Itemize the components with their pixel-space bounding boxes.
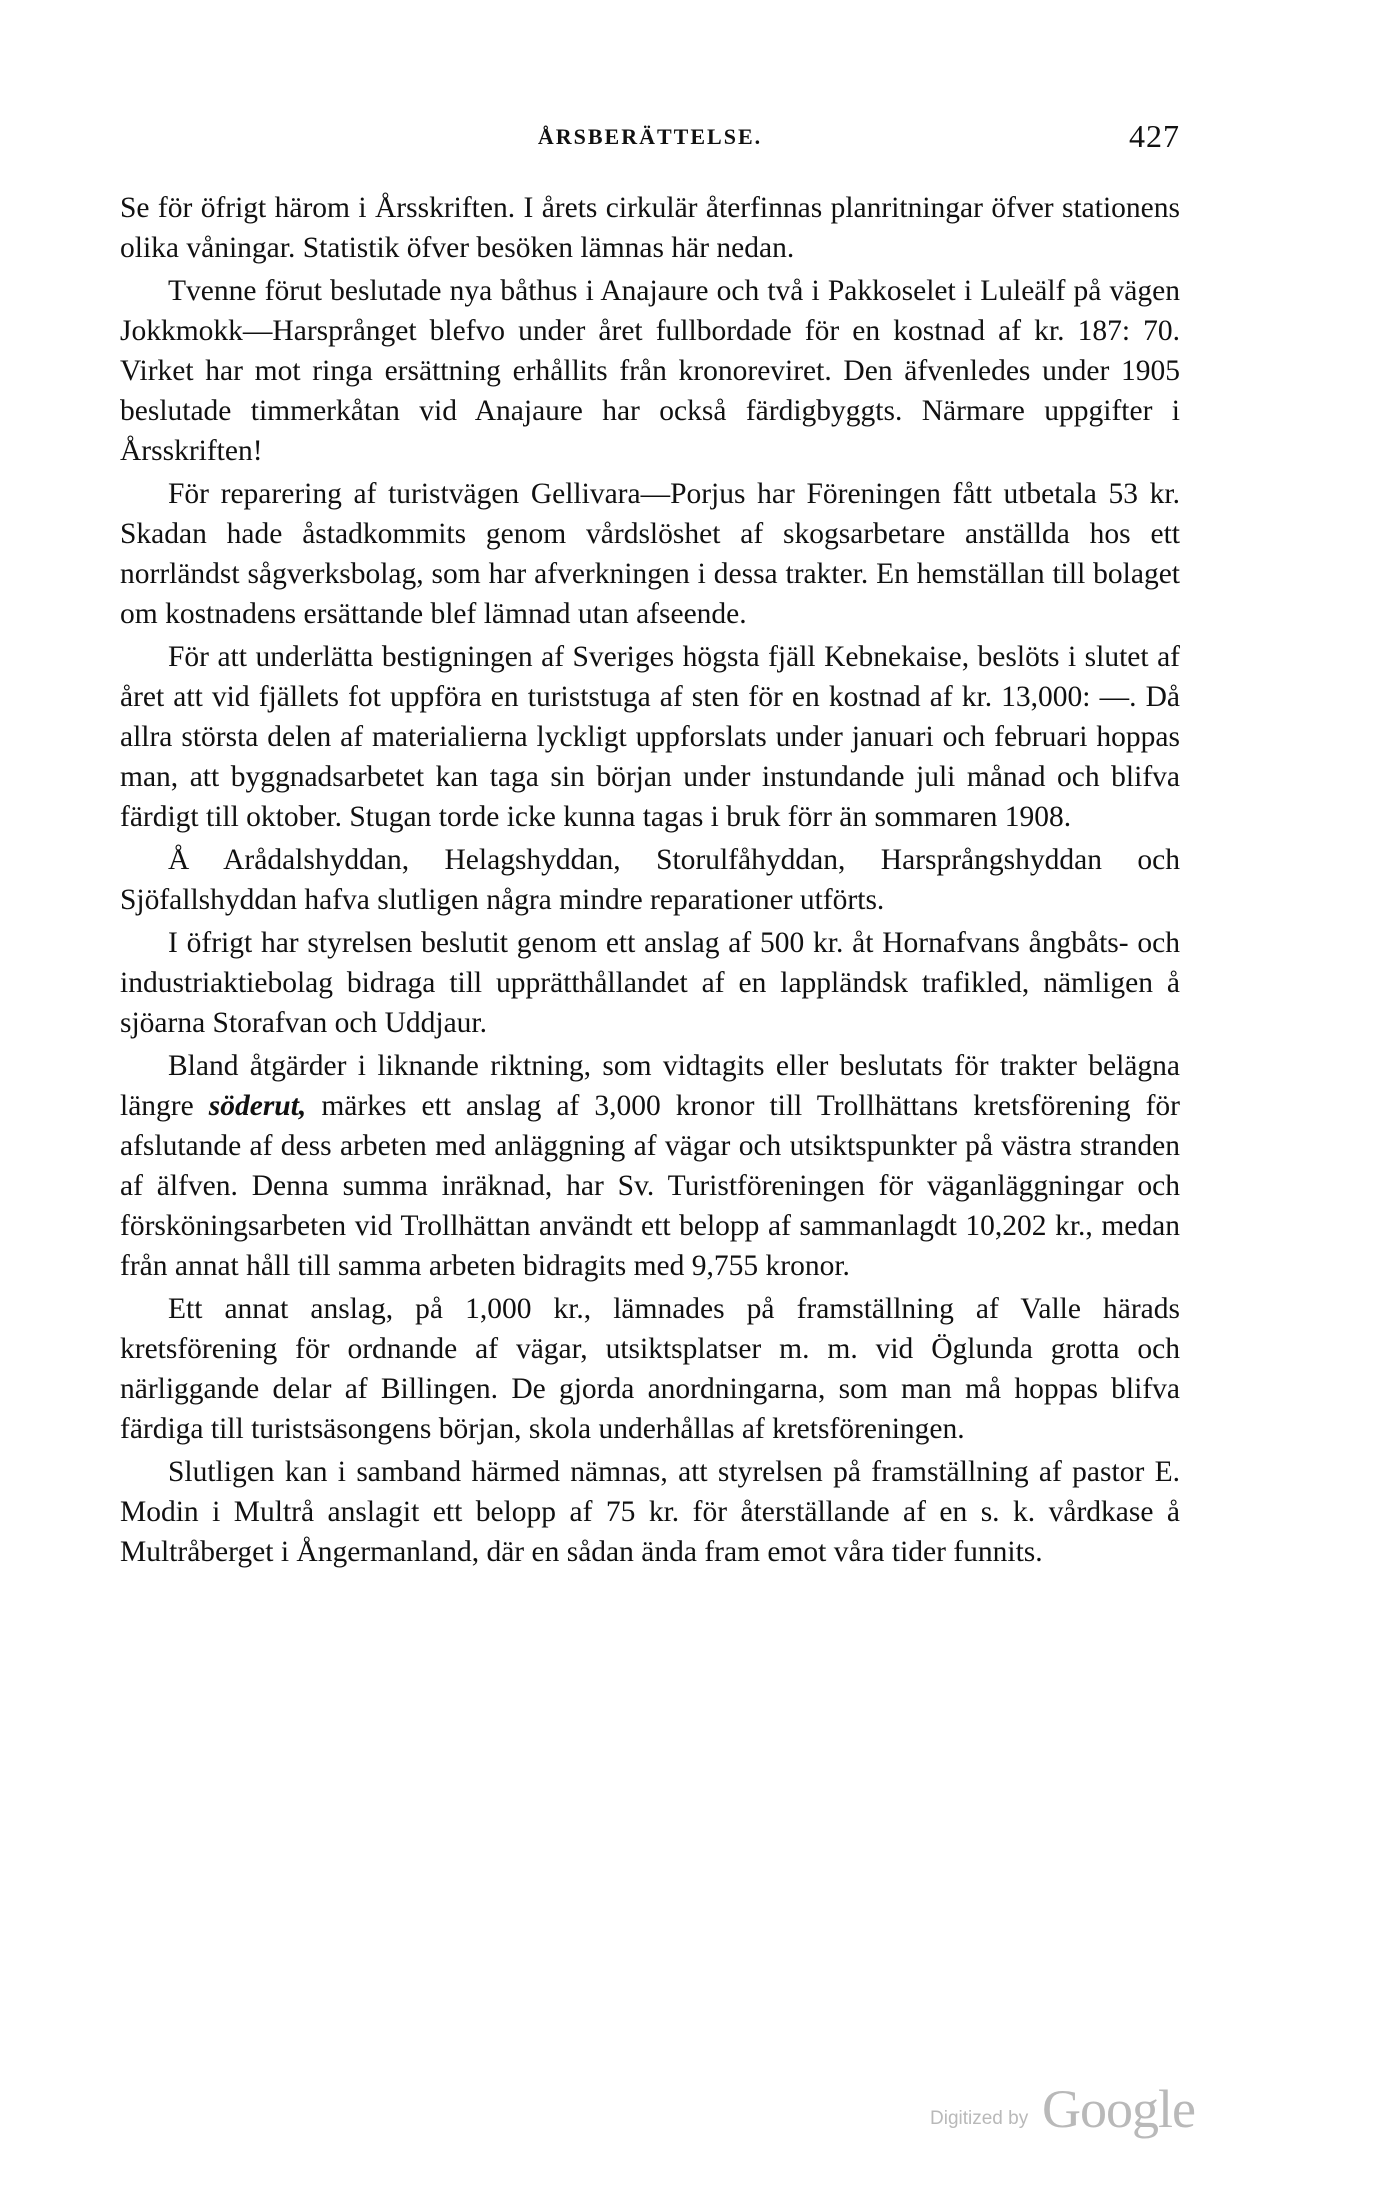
paragraph-3: För reparering af turistvägen Gellivara—Porjus har Föreningen fått utbetala 53 kr. Skadan hade åstadkommits genom vårdslöshet af skogsarbetare anställda hos ett norrländst sågverksbolag, som har afverkningen i dessa trakter. En hemställan till bolaget om kostnadens ersättande blef lämnad utan afseende. [120,478,1180,630]
paragraph-2: Tvenne förut beslutade nya båthus i Anajaure och två i Pakkoselet i Luleälf på vägen Jokkmokk—Harsprånget blefvo under året fullbordade för en kostnad af kr. 187: 70. Virket har mot ringa ersättning erhållits från kronoreviret. Den äfvenledes under 1905 beslutade timmerkåtan vid Anajaure har också färdigbyggts. Närmare uppgifter i Årsskriften! [120,275,1180,467]
google-logo: Google [1042,2079,1195,2139]
paragraph-8: Ett annat anslag, på 1,000 kr., lämnades på framställning af Valle härads kretsförening för ordnande af vägar, utsiktsplatser m. m. vid Öglunda grotta och närliggande delar af Billingen. De gjorda anordningarna, som man må hoppas blifva färdiga till turistsäsongens början, skola underhållas af kretsföreningen. [120,1293,1180,1445]
body-text [120,188,1180,1575]
digitization-watermark [930,2080,1230,2140]
page-number: 427 [1129,118,1180,154]
paragraph-7 [120,1046,1180,1286]
running-title: ÅRSBERÄTTELSE. [537,124,763,149]
watermark-small-text: Digitized by [930,2108,1029,2129]
paragraph-5: Å Arådalshyddan, Helagshyddan, Storulfåhyddan, Harsprångshyddan och Sjöfallshyddan hafva slutligen några mindre reparationer utförts. [120,844,1180,916]
paragraph-4: För att underlätta bestigningen af Sveriges högsta fjäll Kebnekaise, beslöts i slutet af året att vid fjällets fot uppföra en turiststuga af sten för en kostnad af kr. 13,000: —. Då allra största delen af materialierna lyckligt uppforslats under januari och februari hoppas man, att byggnadsarbetet kan taga sin början under instundande juli månad och blifva färdigt till oktober. Stugan torde icke kunna tagas i bruk förr än sommaren 1908. [120,641,1180,833]
emphasis-soderut: söderut, [208,1090,307,1122]
paragraph-7-before: Bland åtgärder i liknande riktning, som vidtagits eller beslutats för trakter belägna längre [120,1050,1180,1122]
running-head [120,118,1180,168]
paragraph-1: Se för öfrigt härom i Årsskriften. I årets cirkulär återfinnas planritningar öfver stationens olika våningar. Statistik öfver besöken lämnas här nedan. [120,192,1180,264]
paragraph-9: Slutligen kan i samband härmed nämnas, att styrelsen på framställning af pastor E. Modin i Multrå anslagit ett belopp af 75 kr. för återställande af en s. k. vårdkase å Multråberget i Ångermanland, där en sådan ända fram emot våra tider funnits. [120,1456,1180,1568]
paragraph-6: I öfrigt har styrelsen beslutit genom ett anslag af 500 kr. åt Hornafvans ångbåts- och industriaktiebolag bidraga till upprätthållandet af en lappländsk trafikled, nämligen å sjöarna Storafvan och Uddjaur. [120,927,1180,1039]
paragraph-7-after: märkes ett anslag af 3,000 kronor till Trollhättans kretsförening för afslutande af dess arbeten med anläggning af vägar och utsiktspunkter på västra stranden af älfven. Denna summa inräknad, har Sv. Turistföreningen för väganläggningar och försköningsarbeten vid Trollhättan användt ett belopp af sammanlagdt 10,202 kr., medan från annat håll till samma arbeten bidragits med 9,755 kronor. [120,1090,1180,1282]
